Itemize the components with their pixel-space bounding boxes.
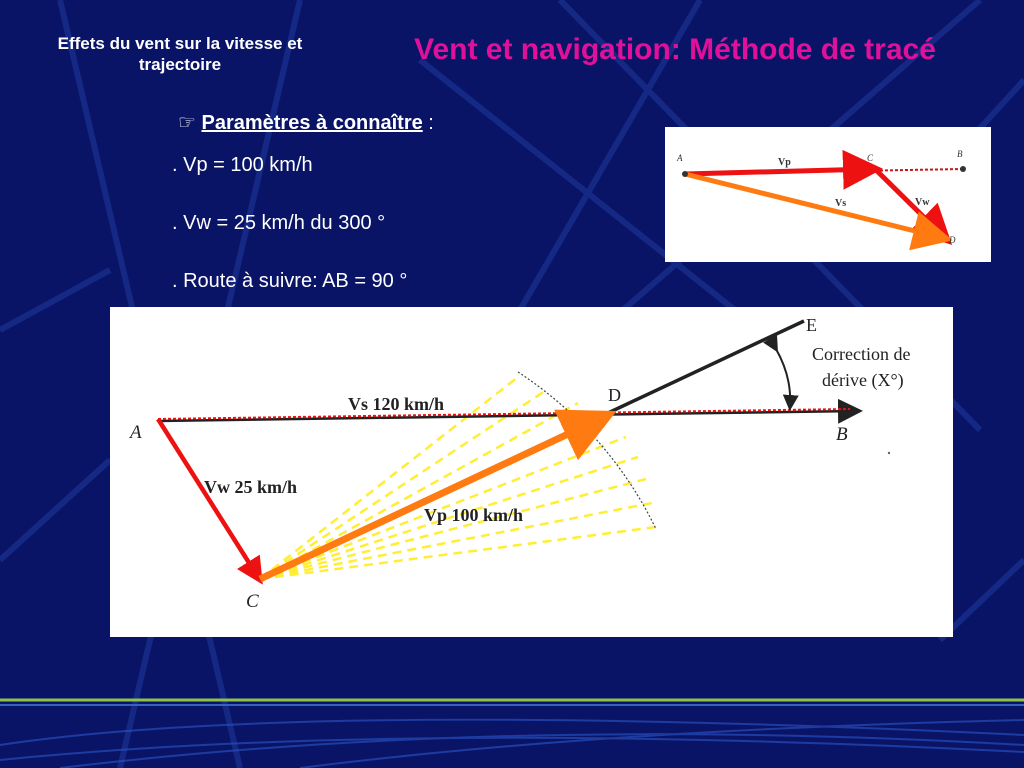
- label-c: C: [246, 591, 259, 612]
- small-vs-vector: [685, 174, 943, 238]
- small-label-c: C: [867, 153, 874, 163]
- small-point-a: [682, 171, 688, 177]
- parameters-heading-label: Paramètres à connaître: [201, 112, 423, 134]
- param-vp: . Vp = 100 km/h: [172, 154, 313, 176]
- big-diagram-svg: [110, 307, 953, 637]
- label-b: B: [836, 424, 848, 445]
- small-label-vs: Vs: [835, 198, 847, 209]
- line-d-e: [608, 321, 804, 413]
- label-vp: Vp 100 km/h: [424, 505, 524, 525]
- param-route: . Route à suivre: AB = 90 °: [172, 270, 408, 292]
- route-line-ab: [158, 411, 858, 421]
- small-label-vp: Vp: [778, 157, 791, 168]
- big-vector-diagram: [110, 307, 953, 637]
- label-vw: Vw 25 km/h: [204, 477, 298, 497]
- small-label-a: A: [677, 153, 683, 163]
- drift-correction-arrow: [776, 349, 790, 407]
- label-a: A: [130, 422, 142, 443]
- parameters-heading-colon: :: [422, 112, 434, 134]
- label-correction-line1: Correction de: [812, 344, 911, 364]
- small-point-b: [960, 166, 966, 172]
- slide-subtitle: Effets du vent sur la vitesse et trajectoire: [57, 34, 303, 74]
- vp-vector: [260, 417, 604, 579]
- small-vector-diagram: [665, 127, 991, 262]
- pointing-hand-icon: ☞: [178, 112, 196, 134]
- small-label-vw: Vw: [915, 197, 930, 208]
- parameters-heading: [178, 110, 434, 140]
- small-vp-vector: [685, 169, 873, 174]
- label-e: E: [806, 315, 817, 335]
- small-diagram-svg: [665, 127, 991, 262]
- slide-title: Vent et navigation: Méthode de tracé: [414, 33, 936, 66]
- point-marker: [888, 452, 890, 454]
- label-vs: Vs 120 km/h: [348, 394, 445, 414]
- param-vw: . Vw = 25 km/h du 300 °: [172, 212, 386, 234]
- label-d: D: [608, 385, 621, 405]
- small-label-b: B: [957, 149, 963, 159]
- parameters-block: [172, 110, 434, 314]
- small-label-d: D: [949, 235, 956, 245]
- label-correction-line2: dérive (X°): [822, 370, 904, 390]
- vw-vector: [158, 419, 258, 577]
